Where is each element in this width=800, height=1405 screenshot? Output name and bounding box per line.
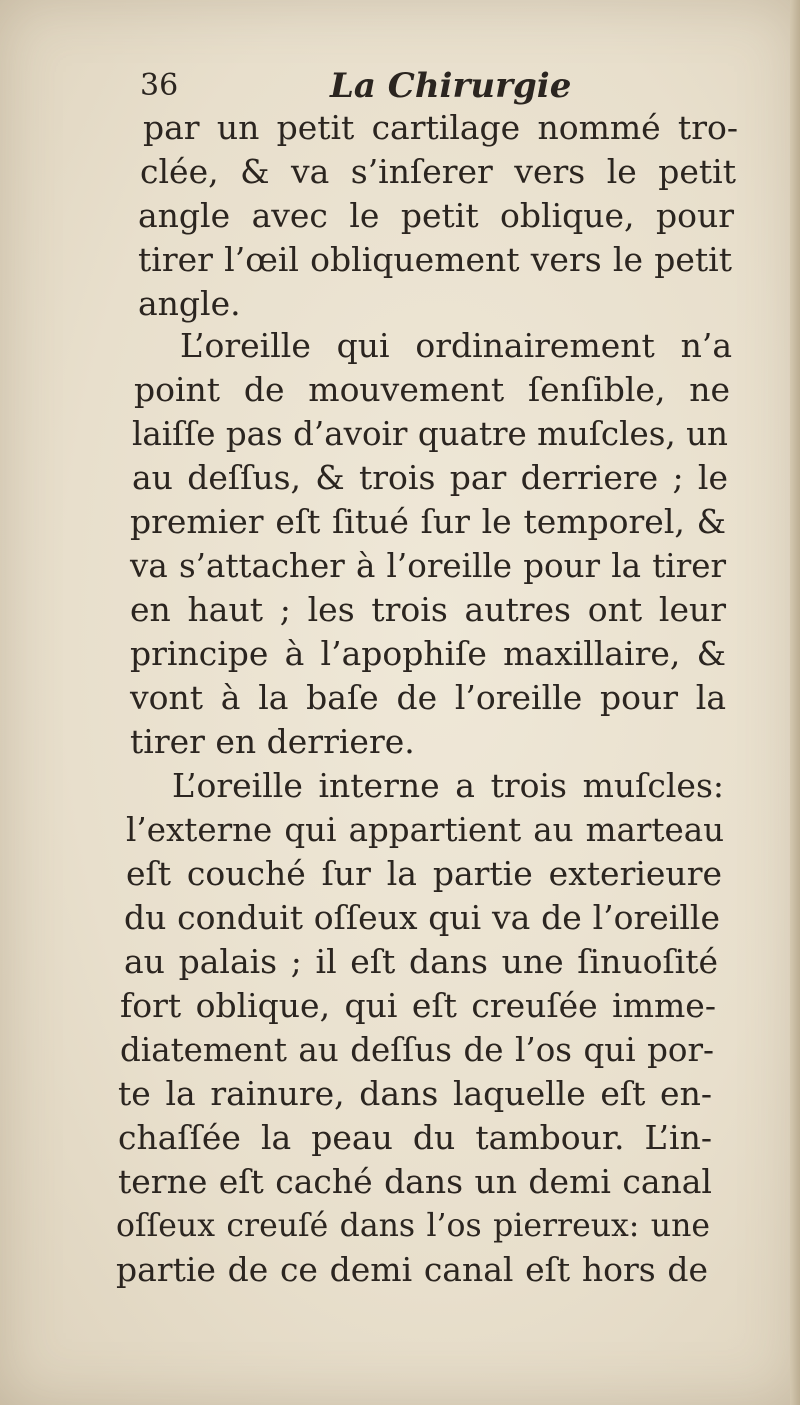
- text-line: tirer l’œil obliquement vers le petit: [138, 240, 732, 279]
- text-line: point de mouvement ſenſible, ne: [134, 370, 730, 409]
- text-line: oſſeux creuſé dans l’os pierreux: une: [116, 1208, 710, 1244]
- text-line: laiſſe pas d’avoir quatre muſcles, un: [132, 415, 728, 453]
- text-line: fort oblique, qui eſt creuſée imme-: [120, 986, 716, 1025]
- text-line: au palais ; il eſt dans une ſinuoſité: [124, 942, 718, 981]
- text-line: chaſſée la peau du tambour. L’in-: [118, 1118, 712, 1157]
- text-line: clée, & va s’inſerer vers le petit: [140, 152, 736, 191]
- text-line: du conduit oſſeux qui va de l’oreille: [124, 898, 720, 937]
- text-line: va s’attacher à l’oreille pour la tirer: [130, 547, 726, 585]
- page-edge: [790, 0, 800, 1405]
- text-line: L’oreille interne a trois muſcles:: [172, 766, 724, 805]
- text-line: vont à la baſe de l’oreille pour la: [130, 678, 726, 717]
- text-line: te la rainure, dans laquelle eſt en-: [118, 1074, 712, 1113]
- text-line: l’externe qui appartient au marteau: [126, 811, 724, 849]
- text-line: eſt couché ſur la partie exterieure: [126, 854, 722, 893]
- running-title: La Chirurgie: [330, 66, 572, 106]
- text-line: terne eſt caché dans un demi canal: [118, 1162, 712, 1201]
- text-line: tirer en derriere.: [130, 722, 415, 761]
- text-line: par un petit cartilage nommé tro-: [143, 108, 738, 147]
- text-line: diatement au deſſus de l’os qui por-: [120, 1031, 714, 1069]
- page-number: 36: [140, 68, 179, 103]
- text-line: en haut ; les trois autres ont leur: [130, 590, 726, 629]
- text-line: angle.: [138, 284, 241, 323]
- text-line: principe à l’apophiſe maxillaire, &: [130, 634, 726, 673]
- text-line: partie de ce demi canal eſt hors de: [116, 1250, 708, 1289]
- text-line: L’oreille qui ordinairement n’a: [180, 326, 732, 365]
- text-line: premier eſt ſitué ſur le temporel, &: [130, 502, 726, 541]
- text-line: au deſſus, & trois par derriere ; le: [132, 458, 728, 497]
- text-line: angle avec le petit oblique, pour: [138, 196, 734, 235]
